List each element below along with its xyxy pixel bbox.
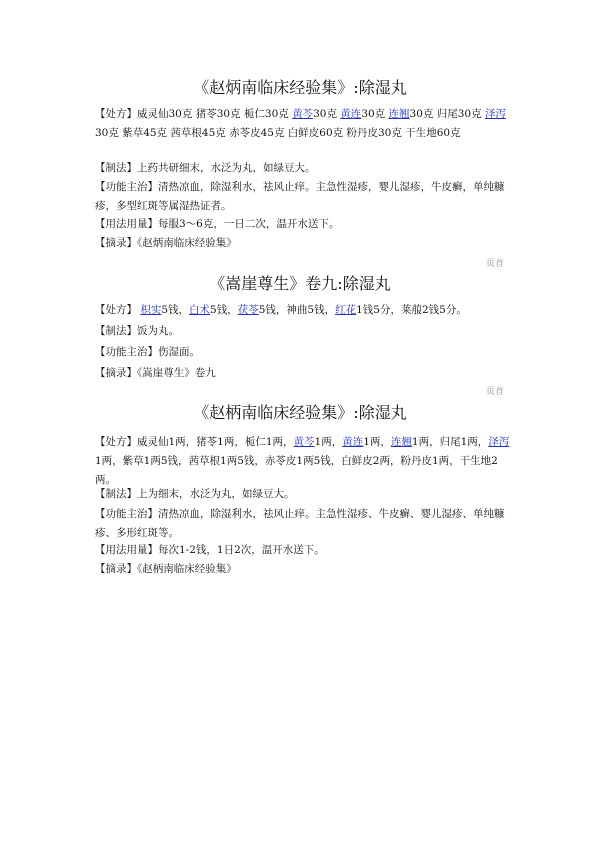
prescription-text: 30克 xyxy=(361,108,389,120)
herb-link-zhishi[interactable]: 枳实 xyxy=(140,304,162,316)
method-text: 上药共研细末，水泛为丸，如绿豆大。 xyxy=(137,162,316,174)
indication-row xyxy=(95,178,515,216)
prescription-text: 30克 归尾30克 xyxy=(409,108,485,120)
indication-label: 【功能主治】 xyxy=(95,508,158,520)
section-title: 《赵柄南临床经验集》:除湿丸 xyxy=(193,403,407,422)
prescription-text: 1钱5分，莱菔2钱5分。 xyxy=(356,304,467,316)
method-label: 【制法】 xyxy=(95,325,137,337)
herb-link-baizhu[interactable]: 白术 xyxy=(189,304,211,316)
indication-row xyxy=(95,505,515,543)
method-row xyxy=(95,322,515,341)
prescription-text: 1两，紫草1两5钱，茜草根1两5钱，赤苓皮1两5钱，白鲜皮2两，粉丹皮1两，干生地2两。 xyxy=(95,455,498,486)
method-label: 【制法】 xyxy=(95,488,137,500)
indication-text: 清热凉血，除湿利水，祛风止痒。主急性湿疹，婴儿湿疹，牛皮癣，单纯糠疹，多型红斑等属湿热证者。 xyxy=(95,181,505,212)
herb-link-lianqiao[interactable]: 连翘 xyxy=(388,108,410,120)
indication-row xyxy=(95,343,515,362)
prescription-text: 30克 xyxy=(313,108,341,120)
source-row xyxy=(95,560,515,579)
source-text: 《嵩崖尊生》卷九 xyxy=(137,367,216,379)
method-label: 【制法】 xyxy=(95,162,137,174)
herb-link-huangqin[interactable]: 黄芩 xyxy=(292,108,314,120)
back-to-top-link[interactable]: 页首 xyxy=(485,259,504,269)
herb-link-fuling[interactable]: 茯苓 xyxy=(237,304,259,316)
prescription-label: 【处方】 xyxy=(95,304,137,316)
dosage-label: 【用法用量】 xyxy=(95,218,158,230)
herb-link-huanglian[interactable]: 黄连 xyxy=(340,108,362,120)
dosage-text: 每服3～6克，一日二次，温开水送下。 xyxy=(158,218,340,230)
prescription-row xyxy=(95,433,515,490)
prescription-text: 威灵仙1两，猪苓1两，栀仁1两， xyxy=(137,436,294,448)
prescription-text: 5钱， xyxy=(210,304,238,316)
source-label: 【摘录】 xyxy=(95,237,137,249)
herb-link-honghua[interactable]: 红花 xyxy=(335,304,357,316)
herb-link-zexie[interactable]: 泽泻 xyxy=(488,436,510,448)
source-text: 《赵炳南临床经验集》 xyxy=(137,237,237,249)
method-row xyxy=(95,485,515,504)
section-title: 《嵩崖尊生》卷九:除湿丸 xyxy=(209,274,391,293)
dosage-label: 【用法用量】 xyxy=(95,544,158,556)
back-to-top-link[interactable]: 页首 xyxy=(485,387,504,397)
prescription-label: 【处方】 xyxy=(95,436,137,448)
herb-link-zexie[interactable]: 泽泻 xyxy=(484,108,506,120)
prescription-text: 5钱， xyxy=(161,304,190,316)
method-row xyxy=(95,159,515,178)
indication-label: 【功能主治】 xyxy=(95,181,158,193)
source-label: 【摘录】 xyxy=(95,367,137,379)
prescription-text: 威灵仙30克 猪苓30克 栀仁30克 xyxy=(137,108,293,120)
prescription-text: 30克 紫草45克 茜草根45克 赤苓皮45克 白鲜皮60克 粉丹皮30克 干生地60克 xyxy=(95,127,461,139)
method-text: 上为细末，水泛为丸，如绿豆大。 xyxy=(137,488,295,500)
prescription-text: 5钱，神曲5钱， xyxy=(258,304,336,316)
dosage-row xyxy=(95,215,515,234)
prescription-text: 1两， xyxy=(314,436,343,448)
source-label: 【摘录】 xyxy=(95,563,137,575)
prescription-row xyxy=(95,105,515,143)
dosage-text: 每次1-2钱，1日2次，温开水送下。 xyxy=(158,544,325,556)
prescription-text: 1两，归尾1两， xyxy=(411,436,489,448)
indication-text: 伤湿面。 xyxy=(158,346,200,358)
prescription-text: 1两， xyxy=(363,436,391,448)
source-row xyxy=(95,364,515,383)
herb-link-huangqin[interactable]: 黄芩 xyxy=(293,436,315,448)
method-text: 饭为丸。 xyxy=(137,325,179,337)
herb-link-huanglian[interactable]: 黄连 xyxy=(342,436,364,448)
source-row xyxy=(95,234,515,253)
section-title: 《赵炳南临床经验集》:除湿丸 xyxy=(193,78,407,97)
indication-label: 【功能主治】 xyxy=(95,346,158,358)
herb-link-lianqiao[interactable]: 连翘 xyxy=(390,436,412,448)
prescription-label: 【处方】 xyxy=(95,108,137,120)
prescription-row xyxy=(95,301,515,320)
dosage-row xyxy=(95,541,515,560)
source-text: 《赵柄南临床经验集》 xyxy=(137,563,237,575)
indication-text: 清热凉血，除湿利水，祛风止痒。主急性湿疹、牛皮癣、婴儿湿疹、单纯糠疹、多形红斑等。 xyxy=(95,508,505,539)
